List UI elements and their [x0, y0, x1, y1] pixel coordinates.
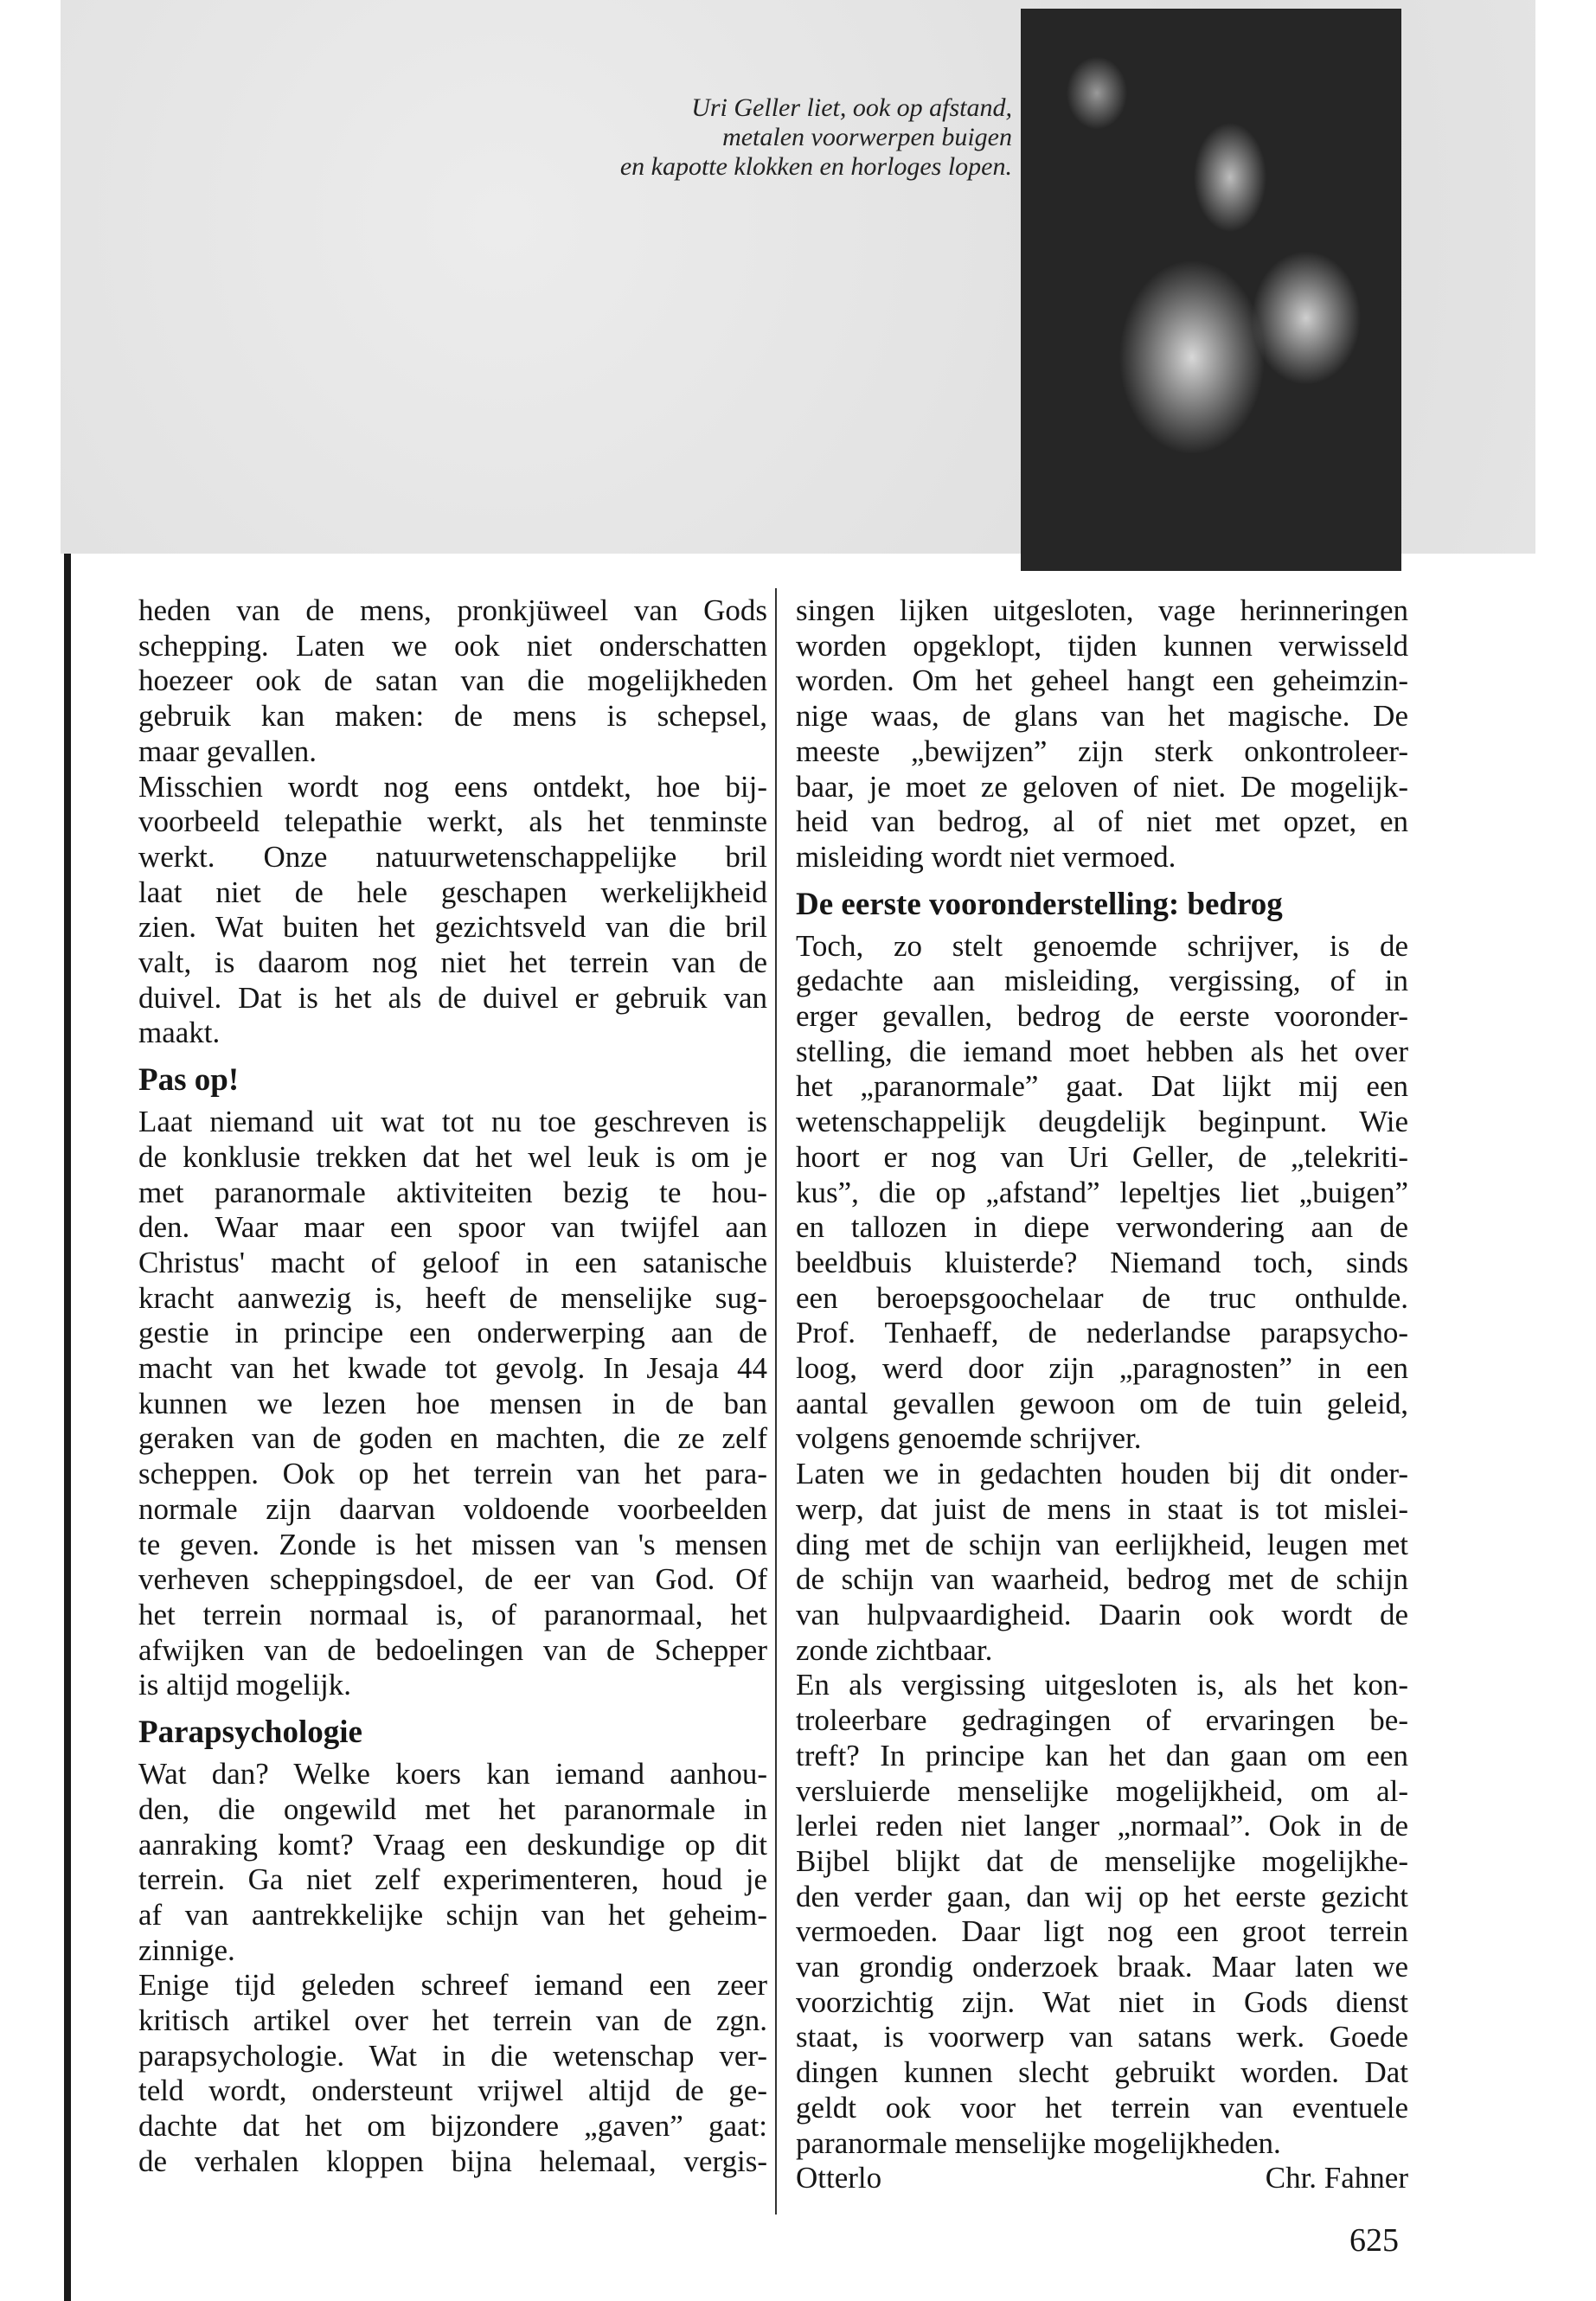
- text-line: de schijn van waarheid, bedrog met de schijn: [796, 1562, 1408, 1597]
- text-line: Toch, zo stelt genoemde schrijver, is de: [796, 928, 1408, 963]
- text-line: erger gevallen, bedrog de eerste vooronder-: [796, 999, 1408, 1034]
- text-line: van hulpvaardigheid. Daarin ook wordt de: [796, 1597, 1408, 1631]
- text-line: aanraking komt? Vraag een deskundige op dit: [138, 1827, 767, 1862]
- text-line: terrein. Ga niet zelf experimenteren, houd je: [138, 1862, 767, 1897]
- text-line: af van aantrekkelijke schijn van het geheim-: [138, 1897, 767, 1932]
- text-line: macht van het kwade tot gevolg. In Jesaja 44: [138, 1351, 767, 1386]
- section-heading: De eerste vooronderstelling: bedrog: [796, 886, 1283, 922]
- text-line: een beroepsgoochelaar de truc onthulde.: [796, 1280, 1408, 1315]
- text-line: met paranormale aktiviteiten bezig te hou-: [138, 1175, 767, 1209]
- text-line: paranormale menselijke mogelijkheden.: [796, 2125, 1281, 2160]
- paragraph: [138, 593, 767, 770]
- text-line: verheven scheppingsdoel, de eer van God. Of: [138, 1562, 767, 1597]
- text-line: den. Waar maar een spoor van twijfel aan: [138, 1210, 767, 1245]
- caption-line: metalen voorwerpen buigen: [722, 123, 1012, 151]
- text-line: de verhalen kloppen bijna helemaal, vergis-: [138, 2144, 767, 2178]
- text-line: te geven. Zonde is het missen van 's mensen: [138, 1527, 767, 1561]
- text-line: troleerbare gedragingen of ervaringen be-: [796, 1703, 1408, 1738]
- text-line: gedachte aan misleiding, vergissing, of in: [796, 964, 1408, 998]
- text-line: meeste „bewijzen” zijn sterk onkontroleer-: [796, 734, 1408, 768]
- text-line: de konklusie trekken dat het wel leuk is om je: [138, 1139, 767, 1174]
- paragraph: [138, 1757, 767, 1968]
- text-line: normale zijn daarvan voldoende voorbeelden: [138, 1491, 767, 1526]
- text-line: is altijd mogelijk.: [138, 1668, 351, 1702]
- text-line: kritisch artikel over het terrein van de zgn.: [138, 2003, 767, 2038]
- text-line: Bijbel blijkt dat de menselijke mogelijkhe-: [796, 1843, 1408, 1878]
- photo-uri-geller: [1021, 9, 1401, 571]
- text-line: gestie in principe een onderwerping aan de: [138, 1316, 767, 1350]
- text-line: lerlei reden niet langer „normaal”. Ook in de: [796, 1809, 1408, 1843]
- left-column: [138, 593, 767, 2180]
- text-line: maar gevallen.: [138, 734, 317, 768]
- text-line: het „paranormale” gaat. Dat lijkt mij een: [796, 1069, 1408, 1104]
- text-line: Wat dan? Welke koers kan iemand aanhou-: [138, 1757, 767, 1791]
- signature-author: Chr. Fahner: [1265, 2161, 1408, 2195]
- text-line: kracht aanwezig is, heeft de menselijke sug-: [138, 1280, 767, 1315]
- page-number: 625: [1349, 2222, 1399, 2259]
- column-divider: [775, 588, 777, 2214]
- text-line: aantal gevallen gewoon om de tuin geleid,: [796, 1386, 1408, 1420]
- text-line: En als vergissing uitgesloten is, als het kon-: [796, 1668, 1408, 1702]
- text-line: geldt ook voor het terrein van eventuele: [796, 2090, 1408, 2125]
- text-line: worden. Om het geheel hangt een geheimzin-: [796, 663, 1408, 698]
- text-line: kunnen we lezen hoe mensen in de ban: [138, 1386, 767, 1420]
- text-line: zonde zichtbaar.: [796, 1632, 993, 1667]
- text-line: stelling, die iemand moet hebben als het over: [796, 1034, 1408, 1068]
- text-line: kus”, die op „afstand” lepeltjes liet „buigen”: [796, 1175, 1408, 1209]
- text-line: werkt. Onze natuurwetenschappelijke bril: [138, 839, 767, 874]
- text-line: parapsychologie. Wat in die wetenschap ver-: [138, 2038, 767, 2073]
- text-line: vermoeden. Daar ligt nog een groot terrein: [796, 1914, 1408, 1949]
- caption-line: en kapotte klokken en horloges lopen.: [619, 152, 1012, 181]
- text-line: het terrein normaal is, of paranormaal, het: [138, 1597, 767, 1631]
- paragraph: [138, 1105, 767, 1703]
- text-line: werp, dat juist de mens in staat is tot mislei-: [796, 1491, 1408, 1526]
- text-line: teld wordt, ondersteunt vrijwel altijd de ge-: [138, 2073, 767, 2108]
- text-line: hoezeer ook de satan van die mogelijkheden: [138, 663, 767, 698]
- text-line: worden opgeklopt, tijden kunnen verwisseld: [796, 628, 1408, 663]
- paragraph: [796, 1457, 1408, 1668]
- text-line: nige waas, de glans van het magische. De: [796, 699, 1408, 734]
- text-line: den, die ongewild met het paranormale in: [138, 1791, 767, 1826]
- section-heading: Parapsychologie: [138, 1715, 362, 1751]
- text-line: dingen kunnen slecht gebruikt worden. Dat: [796, 2055, 1408, 2090]
- text-line: en tallozen in diepe verwondering aan de: [796, 1210, 1408, 1245]
- paragraph: [796, 1668, 1408, 2161]
- text-line: treft? In principe kan het dan gaan om een: [796, 1738, 1408, 1772]
- text-line: heden van de mens, pronkjüweel van Gods: [138, 593, 767, 627]
- scan-edge: [64, 554, 71, 2301]
- text-line: den verder gaan, dan wij op het eerste gezicht: [796, 1879, 1408, 1913]
- text-line: laat niet de hele geschapen werkelijkheid: [138, 875, 767, 909]
- paragraph: [138, 770, 767, 1052]
- text-line: hoort er nog van Uri Geller, de „telekriti-: [796, 1139, 1408, 1174]
- text-line: Prof. Tenhaeff, de nederlandse parapsycho-: [796, 1316, 1408, 1350]
- text-line: dachte dat het om bijzondere „gaven” gaat:: [138, 2109, 767, 2144]
- text-line: zinnige.: [138, 1932, 235, 1967]
- text-line: maakt.: [138, 1016, 221, 1050]
- text-line: schepping. Laten we ook niet onderschatten: [138, 628, 767, 663]
- text-line: gebruik kan maken: de mens is schepsel,: [138, 699, 767, 734]
- text-line: scheppen. Ook op het terrein van het para-: [138, 1457, 767, 1491]
- text-line: versluierde menselijke mogelijkheid, om al-: [796, 1773, 1408, 1808]
- text-line: beeldbuis kluisterde? Niemand toch, sinds: [796, 1245, 1408, 1279]
- photo-caption: [620, 93, 1012, 182]
- text-line: baar, je moet ze geloven of niet. De mogelijk-: [796, 769, 1408, 804]
- text-line: ding met de schijn van eerlijkheid, leugen met: [796, 1527, 1408, 1561]
- text-line: Misschien wordt nog eens ontdekt, hoe bij-: [138, 769, 767, 804]
- text-line: van grondig onderzoek braak. Maar laten we: [796, 1950, 1408, 1984]
- text-line: duivel. Dat is het als de duivel er gebruik van: [138, 980, 767, 1015]
- text-line: geraken van de goden en machten, die ze zelf: [138, 1421, 767, 1456]
- text-line: voorbeeld telepathie werkt, als het tenminste: [138, 804, 767, 839]
- text-line: Enige tijd geleden schreef iemand een zeer: [138, 1968, 767, 2003]
- text-line: afwijken van de bedoelingen van de Schepper: [138, 1632, 767, 1667]
- text-line: heid van bedrog, al of niet met opzet, en: [796, 804, 1408, 839]
- text-line: singen lijken uitgesloten, vage herinneringen: [796, 593, 1408, 627]
- caption-line: Uri Geller liet, ook op afstand,: [691, 93, 1012, 122]
- paragraph: [796, 593, 1408, 875]
- signature-place: Otterlo: [796, 2161, 882, 2195]
- text-line: Christus' macht of geloof in een satanische: [138, 1245, 767, 1279]
- text-line: valt, is daarom nog niet het terrein van de: [138, 945, 767, 980]
- signature: [796, 2161, 1408, 2196]
- text-line: voorzichtig zijn. Wat niet in Gods dienst: [796, 1984, 1408, 2019]
- text-line: misleiding wordt niet vermoed.: [796, 839, 1176, 874]
- text-line: loog, werd door zijn „paragnosten” in een: [796, 1351, 1408, 1386]
- text-line: volgens genoemde schrijver.: [796, 1421, 1142, 1456]
- text-line: wetenschappelijk deugdelijk beginpunt. Wie: [796, 1105, 1408, 1139]
- text-line: Laten we in gedachten houden bij dit onder-: [796, 1457, 1408, 1491]
- text-line: Laat niemand uit wat tot nu toe geschreven is: [138, 1105, 767, 1139]
- text-line: staat, is voorwerp van satans werk. Goede: [796, 2020, 1408, 2054]
- paragraph: [138, 1968, 767, 2179]
- paragraph: [796, 929, 1408, 1458]
- section-heading: Pas op!: [138, 1062, 240, 1099]
- text-line: zien. Wat buiten het gezichtsveld van die bril: [138, 910, 767, 945]
- right-column: [796, 593, 1408, 2196]
